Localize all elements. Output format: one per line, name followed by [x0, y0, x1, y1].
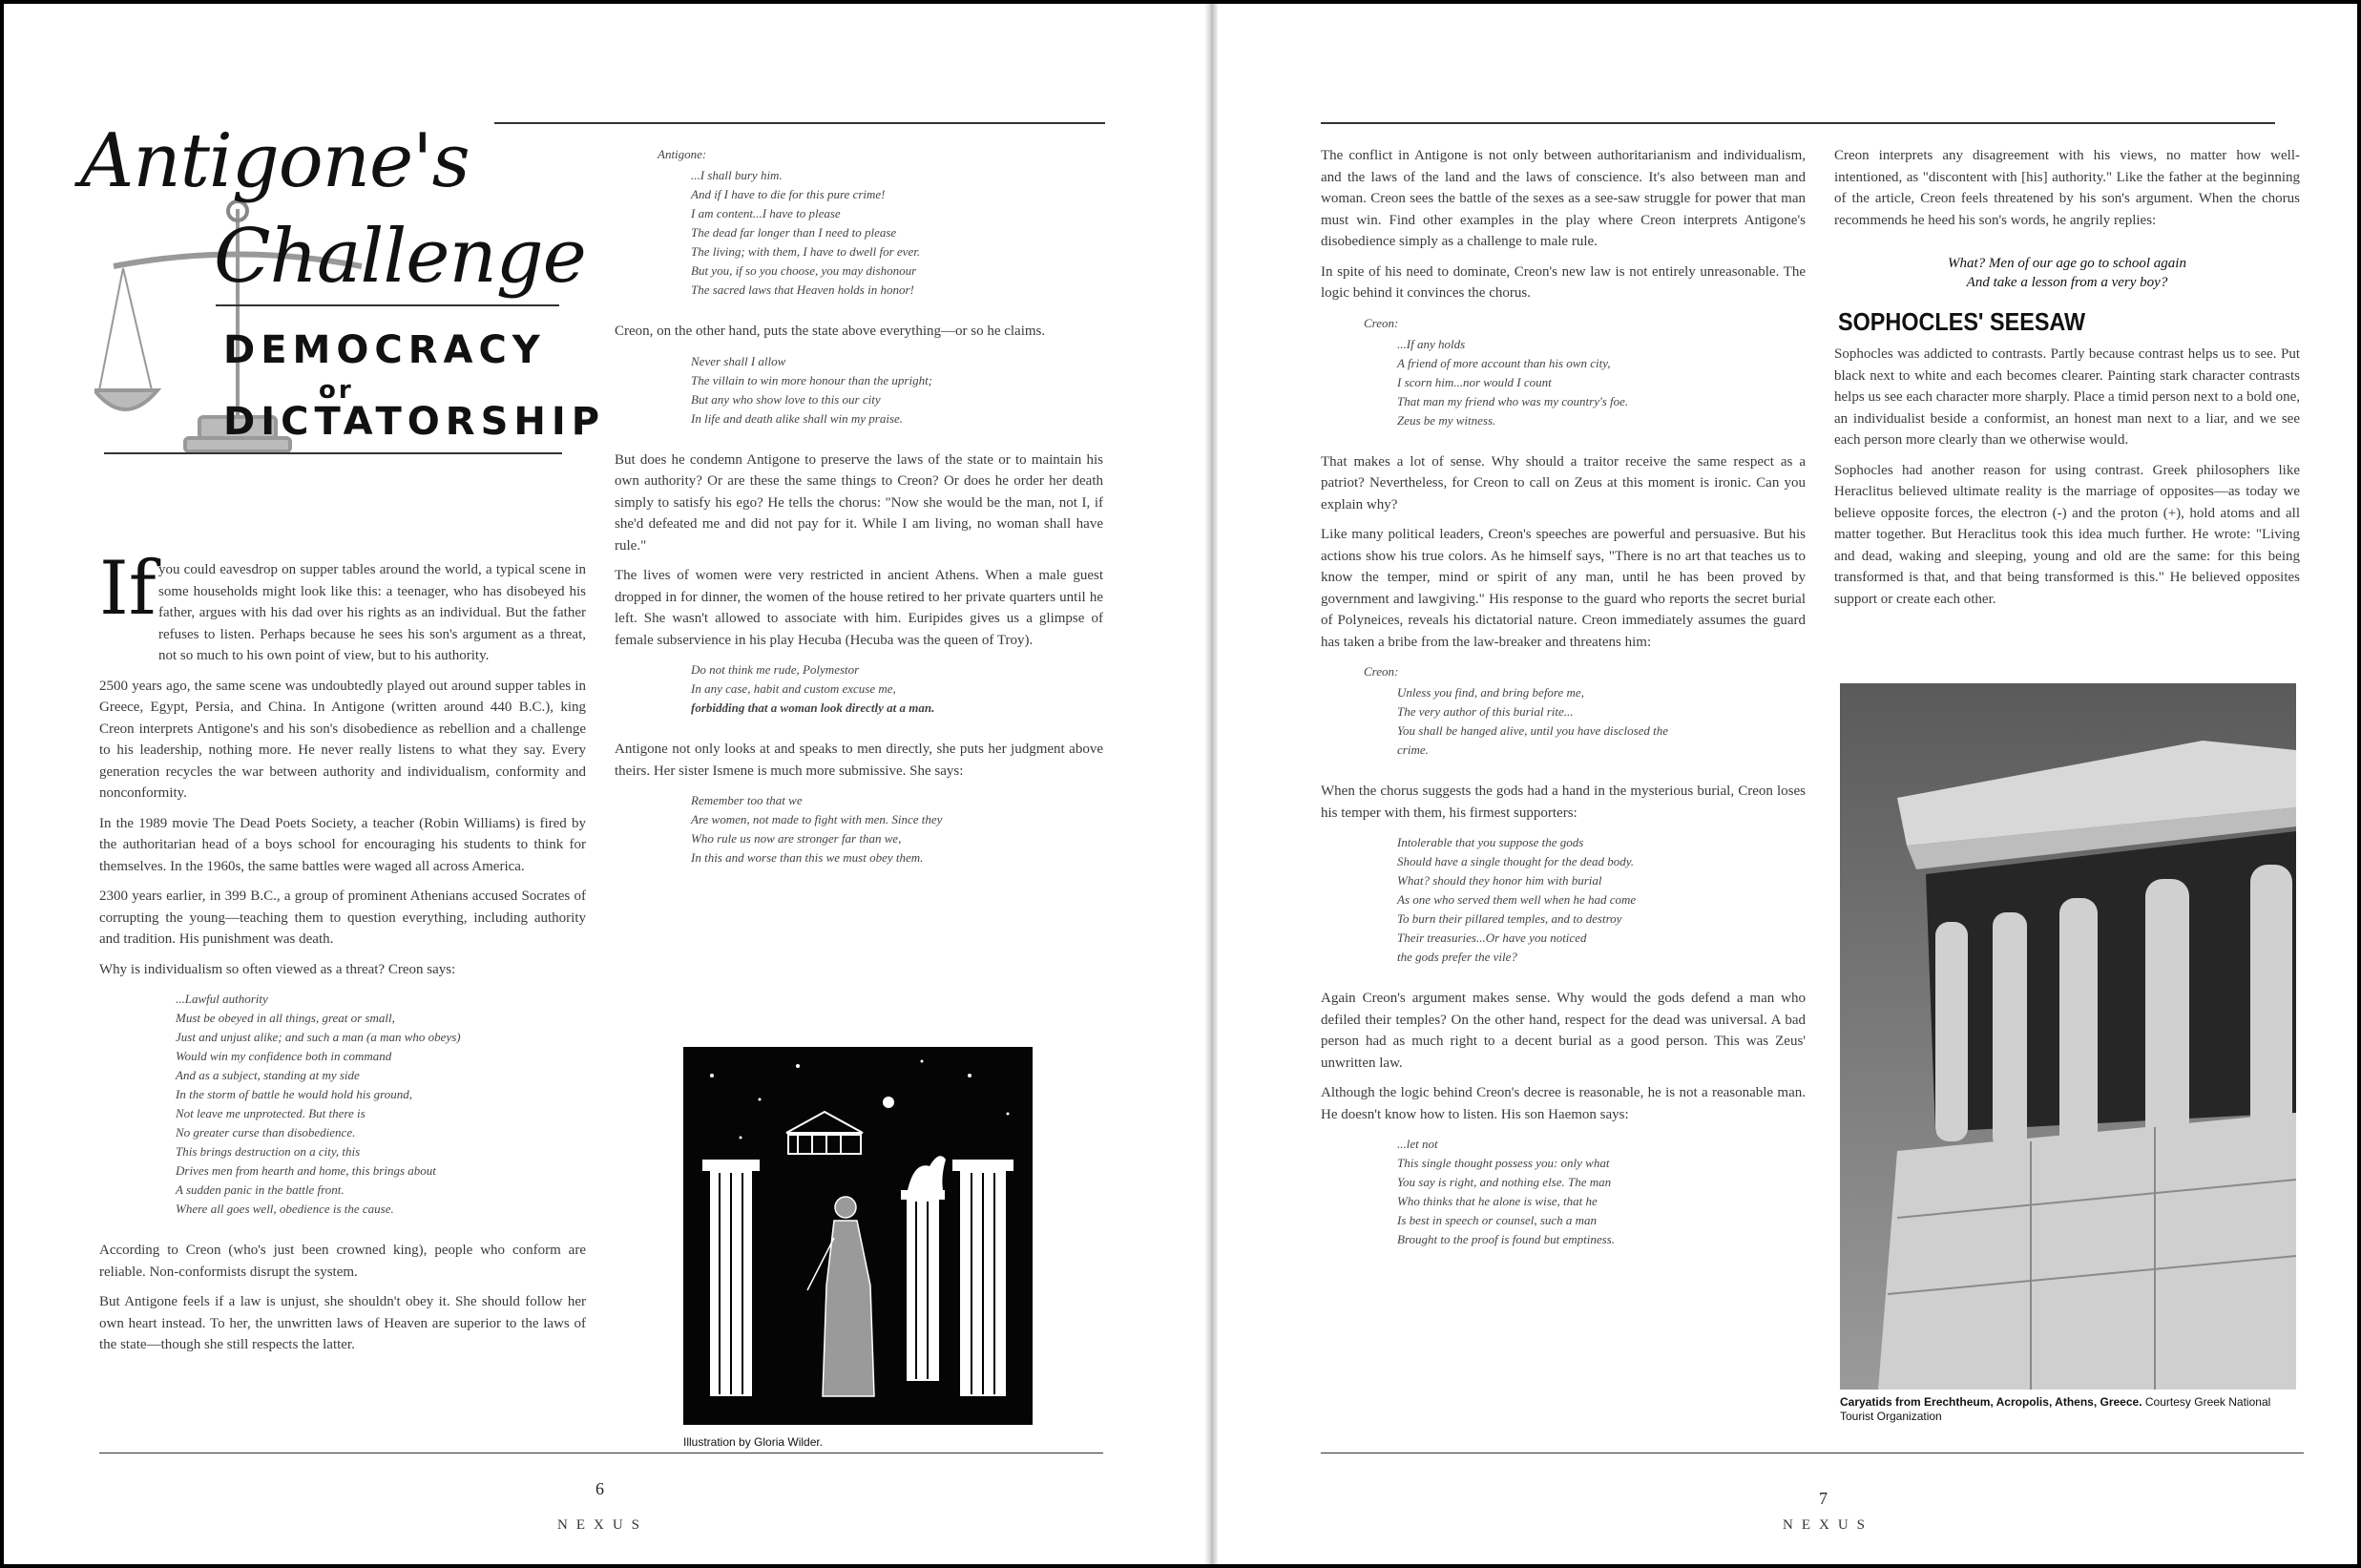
verse-line: You say is right, and nothing else. The man — [1397, 1175, 1612, 1189]
page-number: 7 — [1819, 1489, 1828, 1508]
title-line-1: Antigone's — [80, 118, 470, 204]
magazine-name: NEXUS — [557, 1517, 649, 1533]
verse-block — [691, 791, 1103, 868]
paragraph: Antigone not only looks at and speaks to men directly, she puts her judgment above theirs. Her sister Ismene is much more submissive. She says: — [615, 742, 1103, 779]
paragraph: In spite of his need to dominate, Creon's new law is not entirely unreasonable. The logic behind it convinces the chorus. — [1321, 263, 1806, 301]
verse-block — [1397, 1135, 1806, 1249]
paragraph: you could eavesdrop on supper tables around the world, a typical scene in some households might look like this: a teenager, who has disobeyed his father, argues with his dad over his rights as an individual. But the father refuses to listen. Perhaps because he sees his son's argument as a threat, not so much to his own point of view, but to his authority. — [158, 562, 586, 663]
subtitle-or: or — [319, 376, 354, 405]
verse-line: Should have a single thought for the dead body. — [1397, 854, 1635, 868]
title-rule — [216, 304, 559, 306]
verse-line: What? should they honor him with burial — [1397, 873, 1602, 888]
pull-quote-line: And take a lesson from a very boy? — [1966, 275, 2168, 290]
page-left — [4, 4, 1210, 1564]
verse-line: The villain to win more honour than the upright; — [691, 372, 933, 387]
verse-speaker: Creon: — [1364, 664, 1399, 679]
verse-line: Who rule us now are stronger far than we, — [691, 831, 902, 846]
paragraph: Why is individualism so often viewed as a threat? Creon says: — [99, 961, 456, 977]
section-heading: SOPHOCLES' SEESAW — [1838, 307, 2086, 336]
caryatids-temple-icon — [1840, 683, 2296, 1390]
page-number: 6 — [595, 1479, 604, 1498]
right-column-2-body — [1834, 344, 2300, 618]
top-rule — [1321, 122, 2275, 124]
verse-line: forbidding that a woman look directly at a man. — [691, 700, 935, 715]
paragraph: Sophocles was addicted to contrasts. Partly because contrast helps us to see. Put black next to white and each becomes clearer. Painting stark character contrasts helps us see each character more sharply. Place a timid person next to a bold one, an individualist beside a conformist, an honest man next to a liar, and we see each person more clearly than we otherwise would. — [1834, 346, 2300, 448]
verse-line: Brought to the proof is found but emptiness. — [1397, 1232, 1615, 1246]
verse-block — [1364, 314, 1806, 430]
verse-line: Who thinks that he alone is wise, that he — [1397, 1194, 1598, 1208]
caryatids-photo — [1840, 683, 2296, 1390]
paragraph: 2500 years ago, the same scene was undoubtedly played out around supper tables in Greece, Egypt, Persia, and China. In Antigone (written around 440 B.C.), king Creon interprets Antigone's and his son's disobedience as rebellion and a challenge to his leadership, nothing more. He never really listens to what they say. Every generation recycles the war between authority and individualism, conformity and nonconformity. — [99, 678, 586, 801]
right-column-1 — [1321, 145, 1806, 1270]
verse-line: Just and unjust alike; and such a man (a man who obeys) — [176, 1030, 461, 1044]
verse-line: Remember too that we — [691, 793, 803, 807]
verse-line: The sacred laws that Heaven holds in honor! — [691, 282, 914, 297]
verse-block — [658, 145, 1103, 300]
verse-line: In the storm of battle he would hold his ground, — [176, 1087, 412, 1101]
paragraph: When the chorus suggests the gods had a hand in the mysterious burial, Creon loses his temper with them, his firmest supporters: — [1321, 784, 1806, 821]
verse-block — [1397, 833, 1806, 967]
left-column-2 — [615, 145, 1103, 889]
verse-line: That man my friend who was my country's foe. — [1397, 393, 1629, 408]
subtitle-dictatorship: DICTATORSHIP — [223, 400, 606, 444]
verse-line: ...let not — [1397, 1137, 1438, 1151]
verse-line: ...I shall bury him. — [691, 168, 783, 182]
verse-block — [691, 660, 1103, 718]
verse-line: Unless you find, and bring before me, — [1397, 685, 1584, 700]
verse-line: But any who show love to this our city — [691, 391, 881, 407]
verse-line: I am content...I have to please — [691, 206, 841, 220]
photo-caption-title: Caryatids from Erechtheum, Acropolis, Athens, Greece. — [1840, 1395, 2142, 1409]
verse-block — [691, 352, 1103, 429]
paragraph: 2300 years earlier, in 399 B.C., a group of prominent Athenians accused Socrates of corrupting the young—teaching them to question everything, including authority and tradition. His punishment was death. — [99, 889, 586, 947]
verse-line: Do not think me rude, Polymestor — [691, 662, 860, 677]
verse-line: And as a subject, standing at my side — [176, 1068, 360, 1082]
left-column-1 — [99, 546, 586, 1365]
photo-caption-credit: Courtesy Greek National Tourist Organization — [1840, 1395, 2271, 1423]
paragraph: The conflict in Antigone is not only between authoritarianism and individualism, and the laws of the land and the laws of conscience. It's also between man and woman. Creon sees the battle of the sexes as a see-saw struggle for power that man must win. Find other examples in the play where Creon interprets Antigone's disobedience simply as a challenge to male rule. — [1321, 148, 1806, 249]
verse-line: In any case, habit and custom excuse me, — [691, 681, 896, 696]
pull-quote — [1834, 254, 2300, 292]
verse-line: Intolerable that you suppose the gods — [1397, 835, 1584, 849]
page-right — [1218, 4, 2357, 1564]
paragraph: The lives of women were very restricted in ancient Athens. When a male guest dropped in for dinner, the women of the house retired to her private quarters until he left. She wasn't allowed to associate with him. Euripides gives us a glimpse of female subservience in his play Hecuba (Hecuba was the queen of Troy). — [615, 568, 1103, 648]
verse-line: A sudden panic in the battle front. — [176, 1182, 345, 1197]
verse-line: The dead far longer than I need to please — [691, 225, 897, 240]
right-column-2 — [1834, 145, 2300, 240]
paragraph: Creon interprets any disagreement with his views, no matter how well-intentioned, as "discontent with [his] authority." Like the father at the beginning of the article, Creon feels threatened by his son's argument. When the chorus recommends he heed his son's words, he angrily replies: — [1834, 148, 2300, 228]
verse-line: Their treasuries...Or have you noticed — [1397, 930, 1587, 945]
paragraph: Again Creon's argument makes sense. Why would the gods defend a man who defiled their temples? On the other hand, respect for the dead was universal. A bad person had as much right to a decent burial as a good person. This was Zeus' unwritten law. — [1321, 991, 1806, 1071]
verse-block — [1364, 662, 1806, 760]
verse-line: This single thought possess you: only what — [1397, 1156, 1610, 1170]
verse-line: Must be obeyed in all things, great or small, — [176, 1011, 395, 1025]
antigone-illustration — [683, 1047, 1033, 1425]
spine-gutter — [1204, 4, 1218, 1564]
title-line-2: Challenge — [214, 214, 586, 300]
verse-speaker: Antigone: — [658, 147, 707, 161]
verse-line: Zeus be my witness. — [1397, 412, 1496, 428]
paragraph: But does he condemn Antigone to preserve the laws of the state or to maintain his own authority? Or are these the same things to Creon? Or does he order her death simply to satisfy his ego? He tells the chorus: "Now she would be the man, not I, if she'd defeated me and did not pay for it. While I am living, no woman shall have rule." — [615, 451, 1103, 554]
verse-line: Would win my confidence both in command — [176, 1049, 392, 1063]
paragraph: Although the logic behind Creon's decree is reasonable, he is not a reasonable man. He doesn't know how to listen. His son Haemon says: — [1321, 1085, 1806, 1122]
verse-line: But you, if so you choose, you may dishonour — [691, 263, 917, 278]
verse-line: You shall be hanged alive, until you have disclosed the — [1397, 723, 1669, 738]
verse-line: As one who served them well when he had come — [1397, 892, 1637, 907]
paragraph: But Antigone feels if a law is unjust, she shouldn't obey it. She should follow her own heart instead. To her, the unwritten laws of Heaven are superior to the laws of the state—though she still respects the latter. — [99, 1294, 586, 1352]
paragraph: According to Creon (who's just been crowned king), people who conform are reliable. Non-conformists disrupt the system. — [99, 1243, 586, 1280]
verse-line: Drives men from hearth and home, this brings about — [176, 1163, 436, 1178]
subtitle-democracy: DEMOCRACY — [223, 328, 546, 372]
pull-quote-line: What? Men of our age go to school again — [1948, 256, 2186, 271]
verse-line: And if I have to die for this pure crime! — [691, 187, 886, 201]
illustration-caption: Illustration by Gloria Wilder. — [683, 1435, 824, 1449]
paragraph: Creon, on the other hand, puts the state above everything—or so he claims. — [615, 324, 1046, 339]
verse-line: A friend of more account than his own city, — [1397, 355, 1611, 370]
verse-line: The living; with them, I have to dwell for ever. — [691, 244, 921, 259]
paragraph: That makes a lot of sense. Why should a traitor receive the same respect as a patriot? Nevertheless, for Creon to call on Zeus at this moment is ironic. Can you explain why? — [1321, 453, 1806, 512]
verse-line: ...If any holds — [1397, 336, 1466, 351]
verse-speaker: Creon: — [1364, 315, 1399, 330]
verse-line: In this and worse than this we must obey them. — [691, 850, 924, 865]
verse-line: crime. — [1397, 742, 1429, 757]
verse-line: Where all goes well, obedience is the cause. — [176, 1202, 394, 1216]
verse-line: Never shall I allow — [691, 353, 786, 368]
verse-line: The very author of this burial rite... — [1397, 704, 1574, 719]
drop-cap: If — [99, 546, 157, 632]
paragraph: In the 1989 movie The Dead Poets Society, a teacher (Robin Williams) is fired by the authoritarian head of a boys school for encouraging his students to think for themselves. In the 1960s, the same battles were waged all across America. — [99, 815, 586, 874]
verse-line: the gods prefer the vile? — [1397, 950, 1517, 964]
antigone-figure-icon — [683, 1047, 1033, 1425]
top-rule — [494, 122, 1105, 124]
subtitle-rule — [104, 452, 562, 454]
verse-block — [176, 990, 586, 1219]
magazine-name: NEXUS — [1783, 1517, 1874, 1533]
verse-line: ...Lawful authority — [176, 992, 268, 1006]
verse-line: I scorn him...nor would I count — [1397, 374, 1552, 389]
verse-line: This brings destruction on a city, this — [176, 1144, 361, 1159]
paragraph: Like many political leaders, Creon's speeches are powerful and persuasive. But his actions show his true colors. As he himself says, "There is no art that teaches us to know the temper, mind or spirit of any man, until he has been proved by government and lawgiving." His response to the guard who reports the secret burial of Polyneices, reveals his dictatorial nature. Creon immediately assumes the guard has taken a bribe from the law-breaker and threatens him: — [1321, 527, 1806, 650]
photo-caption — [1840, 1395, 2298, 1424]
verse-line: To burn their pillared temples, and to destroy — [1397, 911, 1622, 926]
paragraph: Sophocles had another reason for using contrast. Greek philosophers like Heraclitus believed ultimate reality is the marriage of opposites—as today we believe opposite forces, the electron (-) and the proton (+), hold atoms and all matter together. But Heraclitus took this idea much further. He wrote: "Living and dead, waking and sleeping, young and old are the same: for this being transformed is that, and that being transformed is this." He believed opposites support or create each other. — [1834, 462, 2300, 607]
verse-line: No greater curse than disobedience. — [176, 1125, 356, 1139]
verse-line: Not leave me unprotected. But there is — [176, 1106, 366, 1120]
verse-line: Are women, not made to fight with men. Since they — [691, 812, 943, 826]
verse-line: In life and death alike shall win my praise. — [691, 410, 904, 426]
verse-line: Is best in speech or counsel, such a man — [1397, 1213, 1598, 1227]
